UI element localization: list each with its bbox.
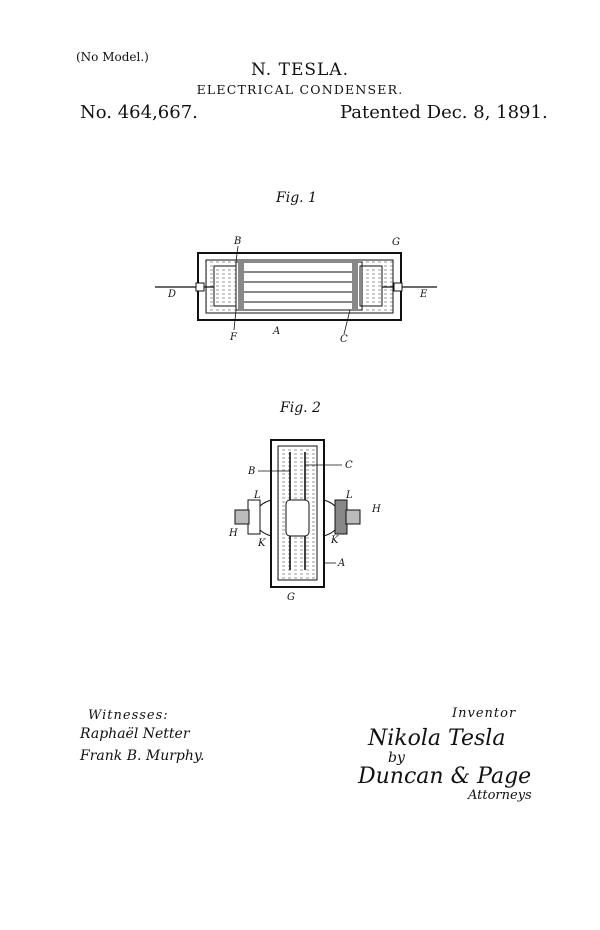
fig2-letter-k-right: K [331,535,339,546]
fig2-letter-l-left: L [254,490,261,501]
fig1-letter-d: D [168,289,177,300]
fig2-letter-g: G [287,592,295,603]
inventor-signature: Nikola Tesla [368,726,506,751]
fig1-letter-c: C [340,334,348,345]
inventor-heading: Inventor [452,706,517,721]
by-label: by [388,750,405,766]
fig1-label: Fig. 1 [276,190,317,206]
witnesses-heading: Witnesses: [88,708,169,723]
patent-inventor-name: N. TESLA. [251,60,349,80]
fig1-letter-a: A [273,326,281,337]
fig2-letter-h-left: H [229,528,238,539]
attorney-signature: Duncan & Page [358,764,532,789]
witness-signature-1: Raphaël Netter [80,726,190,742]
fig2-letter-h-right: H [372,504,381,515]
attorneys-heading: Attorneys [468,788,532,803]
fig2-letter-c: C [345,460,353,471]
witness-signature-2: Frank B. Murphy. [80,748,205,764]
fig2-letter-a: A [338,558,346,569]
fig1-letter-f: F [230,332,237,343]
patent-date: Patented Dec. 8, 1891. [340,102,548,123]
fig1-letter-g: G [392,237,400,248]
fig2-letter-k-left: K [258,538,266,549]
fig2-letter-l-right: L [346,490,353,501]
fig2-letter-b: B [248,466,256,477]
patent-subject: ELECTRICAL CONDENSER. [196,82,404,97]
fig1-letter-e: E [420,289,428,300]
no-model-note: (No Model.) [76,50,149,64]
fig1-letter-b: B [234,236,242,247]
fig2-label: Fig. 2 [280,400,321,416]
patent-number: No. 464,667. [80,102,198,123]
